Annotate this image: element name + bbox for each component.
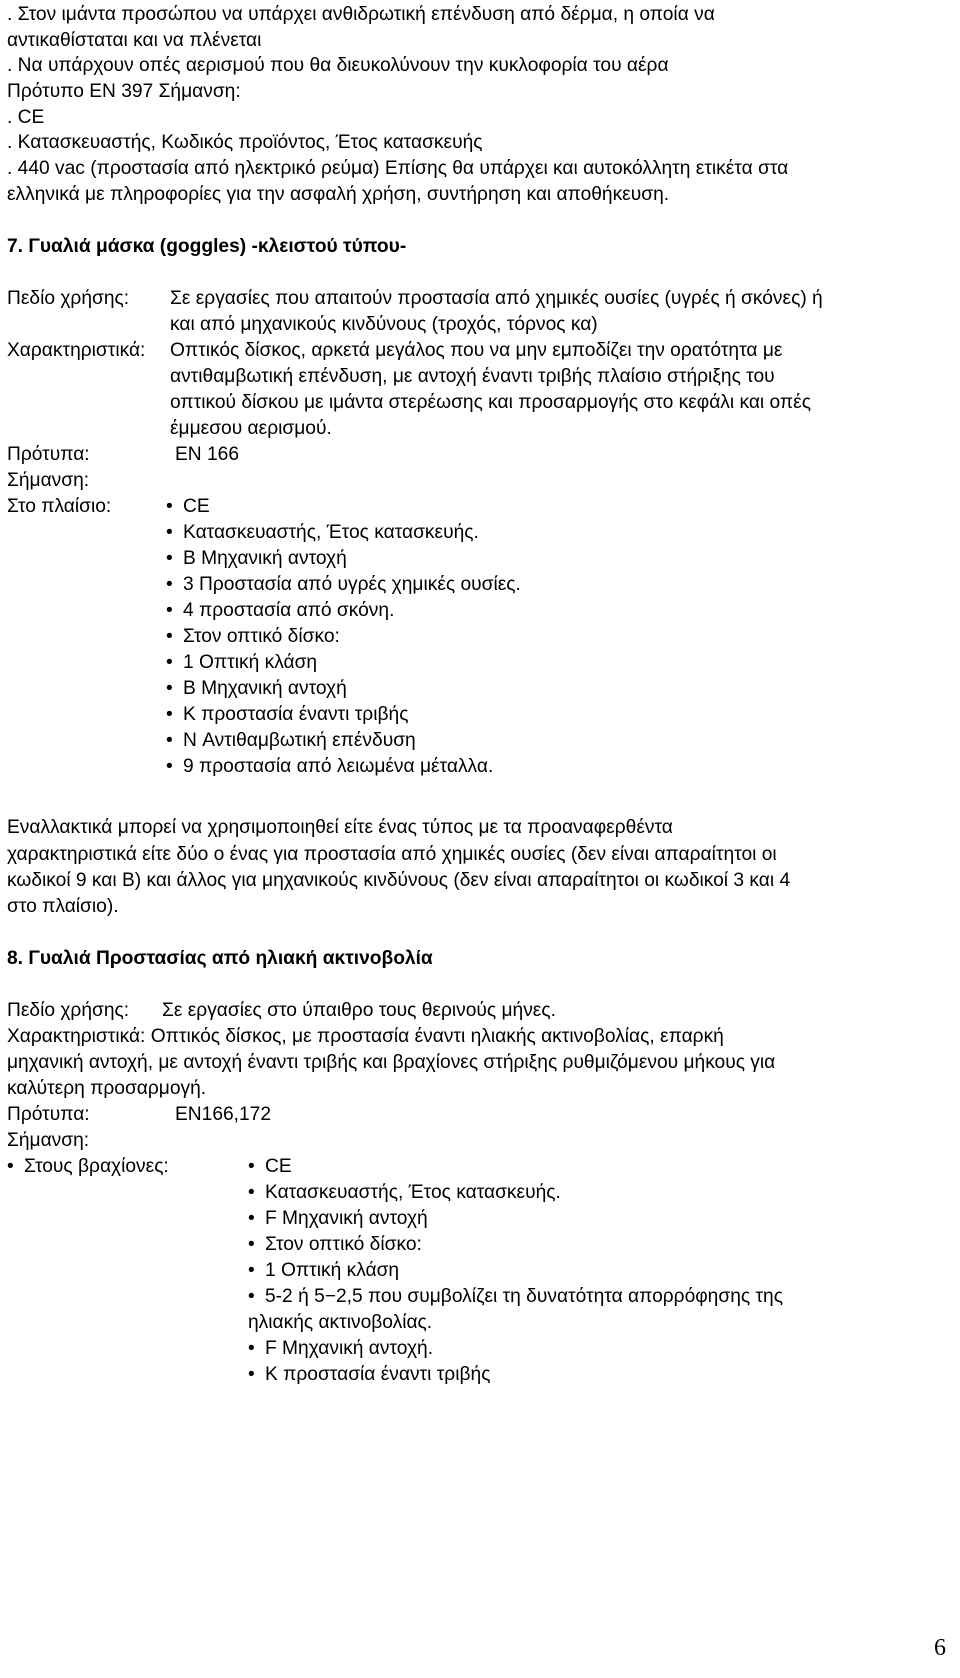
section-7-heading: 7. Γυαλιά μάσκα (goggles) -κλειστού τύπου- bbox=[7, 236, 407, 257]
s8-char-line-1: Χαρακτηριστικά: Οπτικός δίσκος, με προστασία έναντι ηλιακής ακτινοβολίας, επαρκή bbox=[7, 1026, 724, 1047]
page-number: 6 bbox=[934, 1635, 946, 1661]
s8-bullet-item: • F Μηχανική αντοχή bbox=[248, 1206, 428, 1232]
s7-char-line-1: Οπτικός δίσκος, αρκετά μεγάλος που να μην εμποδίζει την ορατότητα με bbox=[170, 340, 783, 361]
s7-marking-label: Σήμανση: bbox=[7, 470, 90, 491]
s7-use-line-1: Σε εργασίες που απαιτούν προστασία από χημικές ουσίες (υγρές ή σκόνες) ή bbox=[170, 288, 823, 309]
s8-bullet-item: • Στον οπτικό δίσκο: bbox=[248, 1232, 422, 1258]
s7-bullet-item: • N Αντιθαμβωτική επένδυση bbox=[166, 728, 416, 754]
s7-bullet-item: • CE bbox=[166, 494, 210, 520]
top-line-3: . Να υπάρχουν οπές αερισμού που θα διευκολύνουν την κυκλοφορία του αέρα bbox=[7, 55, 669, 76]
s7-bullet-item: • 9 προστασία από λειωμένα μέταλλα. bbox=[166, 754, 493, 780]
s7-bullet-item: • 4 προστασία από σκόνη. bbox=[166, 598, 394, 624]
s7-char-line-3: οπτικού δίσκου με ιμάντα στερέωσης και προσαρμογής στο κεφάλι και οπές bbox=[170, 392, 811, 413]
s8-bullet-item: • 1 Οπτική κλάση bbox=[248, 1258, 399, 1284]
s7-bullet-item: • B Μηχανική αντοχή bbox=[166, 546, 347, 572]
s8-char-line-2: μηχανική αντοχή, με αντοχή έναντι τριβής και βραχίονες στήριξης ρυθμιζόμενου μήκους για bbox=[7, 1052, 776, 1073]
s8-bullet-item: • F Μηχανική αντοχή. bbox=[248, 1336, 433, 1362]
top-line-4: Πρότυπο ΕΝ 397 Σήμανση: bbox=[7, 81, 241, 102]
s7-bullet-item: • K προστασία έναντι τριβής bbox=[166, 702, 408, 728]
s7-bullet-item: • 1 Οπτική κλάση bbox=[166, 650, 317, 676]
s7-char-line-2: αντιθαμβωτική επένδυση, με αντοχή έναντι τριβής πλαίσιο στήριξης του bbox=[170, 366, 775, 387]
s7-note-line-3: κωδικοί 9 και B) και άλλος για μηχανικούς κινδύνους (δεν είναι απαραίτητοι οι κωδικοί 3 και 4 bbox=[7, 870, 791, 891]
s7-note-line-1: Εναλλακτικά μπορεί να χρησιμοποιηθεί είτε ένας τύπος με τα προαναφερθέντα bbox=[7, 817, 673, 838]
s7-frame-label: Στο πλαίσιο: bbox=[7, 496, 112, 517]
s7-bullet-item: • Στον οπτικό δίσκο: bbox=[166, 624, 340, 650]
top-line-8: ελληνικά με πληροφορίες για την ασφαλή χρήση, συντήρηση και αποθήκευση. bbox=[7, 184, 670, 205]
s8-use-value: Σε εργασίες στο ύπαιθρο τους θερινούς μήνες. bbox=[162, 1000, 556, 1021]
s7-note-line-4: στο πλαίσιο). bbox=[7, 896, 119, 917]
s8-bullet-item: • K προστασία έναντι τριβής bbox=[248, 1362, 490, 1388]
s8-bullet-continuation: ηλιακής ακτινοβολίας. bbox=[248, 1312, 433, 1333]
s7-bullet-item: • B Μηχανική αντοχή bbox=[166, 676, 347, 702]
s7-char-line-4: έμμεσου αερισμού. bbox=[170, 418, 332, 439]
s8-bullet-item: • Κατασκευαστής, Έτος κατασκευής. bbox=[248, 1180, 561, 1206]
s8-bullet-item: • 5-2 ή 5−2,5 που συμβολίζει τη δυνατότητα απορρόφησης της bbox=[248, 1284, 783, 1310]
top-line-6: . Κατασκευαστής, Κωδικός προϊόντος, Έτος κατασκευής bbox=[7, 132, 483, 153]
s8-use-label: Πεδίο χρήσης: bbox=[7, 1000, 130, 1021]
s8-bullet-item: • CE bbox=[248, 1154, 292, 1180]
top-line-7: . 440 vac (προστασία από ηλεκτρικό ρεύμα) Επίσης θα υπάρχει και αυτοκόλλητη ετικέτα στα bbox=[7, 158, 789, 179]
s7-use-label: Πεδίο χρήσης: bbox=[7, 288, 130, 309]
s7-note-line-2: χαρακτηριστικά είτε δύο ο ένας για προστασία από χημικές ουσίες (δεν είναι απαραίτητοι οι bbox=[7, 844, 777, 865]
section-8-heading: 8. Γυαλιά Προστασίας από ηλιακή ακτινοβολία bbox=[7, 948, 433, 969]
s7-bullet-item: • 3 Προστασία από υγρές χημικές ουσίες. bbox=[166, 572, 521, 598]
s7-use-line-2: και από μηχανικούς κινδύνους (τροχός, τόρνος κα) bbox=[170, 314, 598, 335]
s7-standards-value: EN 166 bbox=[175, 444, 239, 465]
top-line-2: αντικαθίσταται και να πλένεται bbox=[7, 30, 262, 51]
s7-char-label: Χαρακτηριστικά: bbox=[7, 340, 146, 361]
top-line-5: . CE bbox=[7, 107, 45, 128]
s7-bullet-item: • Κατασκευαστής, Έτος κατασκευής. bbox=[166, 520, 479, 546]
s8-marking-label: Σήμανση: bbox=[7, 1130, 90, 1151]
s8-arms-label: • Στους βραχίονες: bbox=[7, 1154, 169, 1180]
top-line-1: . Στον ιμάντα προσώπου να υπάρχει ανθιδρωτική επένδυση από δέρμα, η οποία να bbox=[7, 4, 715, 25]
s8-standards-value: EN166,172 bbox=[175, 1104, 272, 1125]
s7-standards-label: Πρότυπα: bbox=[7, 444, 90, 465]
s8-char-line-3: καλύτερη προσαρμογή. bbox=[7, 1078, 207, 1099]
s8-standards-label: Πρότυπα: bbox=[7, 1104, 90, 1125]
